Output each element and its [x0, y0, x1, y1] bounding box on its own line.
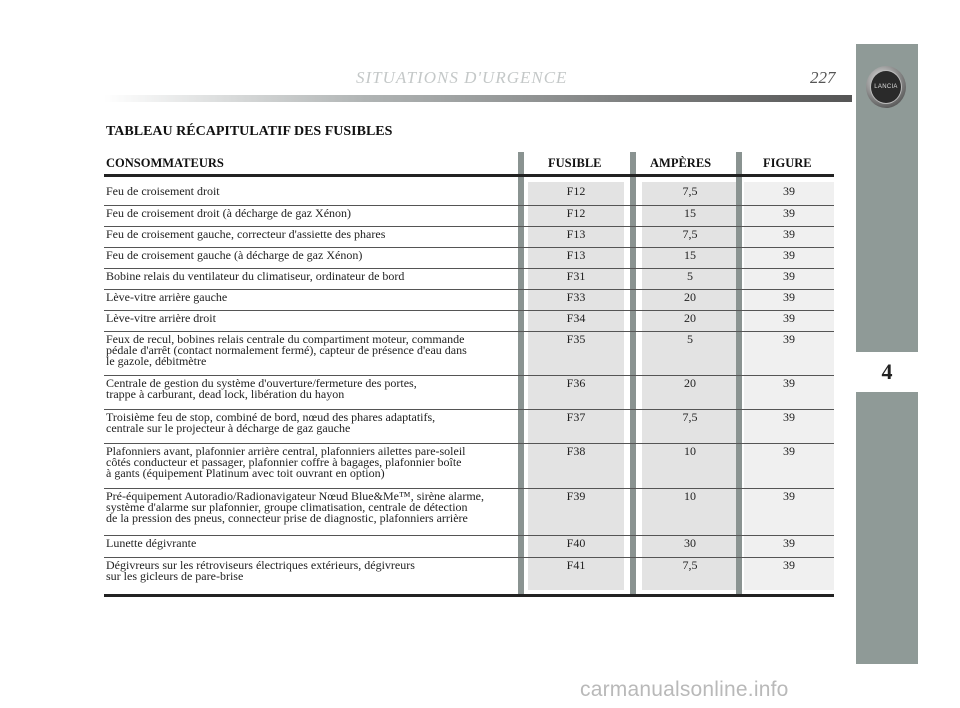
table-row-rule — [104, 247, 834, 248]
column-separator — [630, 152, 636, 596]
table-cell-amps: 20 — [684, 290, 696, 304]
table-bottom-rule — [104, 594, 834, 597]
table-cell-consumer: Troisième feu de stop, combiné de bord, nœud des phares adaptatifs, centrale sur le projecteur à décharge de gaz gauche — [106, 410, 436, 435]
table-cell-fuse: F41 — [566, 558, 586, 572]
table-cell-figure: 39 — [783, 558, 795, 572]
column-header-consumers: CONSOMMATEURS — [106, 156, 224, 170]
table-cell-fuse: F12 — [566, 184, 586, 198]
table-cell-figure: 39 — [783, 410, 795, 424]
table-cell-fuse: F40 — [566, 536, 586, 550]
header-rule — [104, 95, 852, 102]
table-cell-consumer: Centrale de gestion du système d'ouverture/fermeture des portes, trappe à carburant, dead lock, libération du hayon — [106, 376, 417, 401]
table-cell-figure: 39 — [783, 184, 795, 198]
table-cell-fuse: F12 — [566, 206, 586, 220]
table-cell-fuse: F13 — [566, 248, 586, 262]
table-cell-figure: 39 — [783, 332, 795, 346]
table-row-rule — [104, 310, 834, 311]
table-title: TABLEAU RÉCAPITULATIF DES FUSIBLES — [106, 124, 393, 139]
table-cell-figure: 39 — [783, 311, 795, 325]
table-cell-figure: 39 — [783, 206, 795, 220]
table-row-rule — [104, 289, 834, 290]
table-cell-figure: 39 — [783, 248, 795, 262]
watermark: carmanualsonline.info — [580, 678, 789, 701]
table-cell-fuse: F33 — [566, 290, 586, 304]
table-cell-amps: 10 — [684, 444, 696, 458]
lancia-logo-icon — [866, 66, 906, 108]
table-cell-consumer: Pré-équipement Autoradio/Radionavigateur Nœud Blue&Me™, sirène alarme, système d'alarme sur plafonnier, groupe climatisation, centrale de détection de la pression des pneus, connecteur prise de diagnostic, plafonniers arrière — [106, 489, 484, 525]
column-header-figure: FIGURE — [763, 156, 812, 170]
table-cell-consumer: Feu de croisement gauche (à décharge de gaz Xénon) — [106, 248, 363, 262]
table-row-rule — [104, 226, 834, 227]
table-cell-consumer: Lunette dégivrante — [106, 536, 197, 550]
chapter-tab[interactable]: 4 — [856, 352, 918, 392]
table-cell-consumer: Dégivreurs sur les rétroviseurs électriques extérieurs, dégivreurs sur les gicleurs de pare-brise — [106, 558, 415, 583]
table-cell-figure: 39 — [783, 536, 795, 550]
table-cell-consumer: Bobine relais du ventilateur du climatiseur, ordinateur de bord — [106, 269, 405, 283]
table-row-rule — [104, 409, 834, 410]
table-cell-amps: 7,5 — [682, 410, 698, 424]
table-cell-consumer: Feu de croisement gauche, correcteur d'assiette des phares — [106, 227, 386, 241]
table-row-rule — [104, 535, 834, 536]
table-cell-figure: 39 — [783, 290, 795, 304]
logo-text: LANCIA — [870, 70, 902, 104]
table-cell-fuse: F31 — [566, 269, 586, 283]
table-row-rule — [104, 375, 834, 376]
table-row-rule — [104, 205, 834, 206]
table-row-rule — [104, 443, 834, 444]
header-bottom-rule — [104, 174, 834, 177]
table-cell-amps: 7,5 — [682, 558, 698, 572]
table-cell-figure: 39 — [783, 444, 795, 458]
page-number: 227 — [810, 68, 836, 87]
table-cell-consumer: Lève-vitre arrière gauche — [106, 290, 228, 304]
table-cell-consumer: Plafonniers avant, plafonnier arrière central, plafonniers ailettes pare-soleil côtés conducteur et passager, plafonnier coffre à bagages, plafonnier boîte à gants (équipement Platinum avec toit ouvrant en option) — [106, 444, 466, 480]
table-cell-amps: 7,5 — [682, 227, 698, 241]
table-cell-fuse: F37 — [566, 410, 586, 424]
column-separator — [518, 152, 524, 596]
table-cell-amps: 15 — [684, 248, 696, 262]
table-row-rule — [104, 331, 834, 332]
table-cell-fuse: F38 — [566, 444, 586, 458]
table-cell-amps: 10 — [684, 489, 696, 503]
table-cell-fuse: F39 — [566, 489, 586, 503]
table-cell-figure: 39 — [783, 489, 795, 503]
table-cell-consumer: Lève-vitre arrière droit — [106, 311, 216, 325]
column-header-amps: AMPÈRES — [650, 156, 712, 170]
table-row-rule — [104, 488, 834, 489]
table-cell-amps: 5 — [687, 269, 693, 283]
table-cell-consumer: Feu de croisement droit (à décharge de gaz Xénon) — [106, 206, 352, 220]
column-header-fuse: FUSIBLE — [548, 156, 602, 170]
table-cell-fuse: F34 — [566, 311, 586, 325]
table-cell-consumer: Feux de recul, bobines relais centrale du compartiment moteur, commande pédale d'arrêt (contact normalement fermé), capteur de présence d'eau dans le gazole, débitmètre — [106, 332, 467, 368]
page-title: SITUATIONS D'URGENCE — [356, 68, 568, 87]
table-cell-fuse: F36 — [566, 376, 586, 390]
table-cell-figure: 39 — [783, 376, 795, 390]
table-cell-amps: 20 — [684, 311, 696, 325]
table-cell-consumer: Feu de croisement droit — [106, 184, 220, 198]
table-cell-amps: 7,5 — [682, 184, 698, 198]
table-row-rule — [104, 268, 834, 269]
table-cell-figure: 39 — [783, 269, 795, 283]
table-cell-fuse: F35 — [566, 332, 586, 346]
table-cell-amps: 5 — [687, 332, 693, 346]
table-row-rule — [104, 557, 834, 558]
table-cell-amps: 30 — [684, 536, 696, 550]
table-cell-amps: 15 — [684, 206, 696, 220]
table-cell-amps: 20 — [684, 376, 696, 390]
table-cell-figure: 39 — [783, 227, 795, 241]
table-cell-fuse: F13 — [566, 227, 586, 241]
